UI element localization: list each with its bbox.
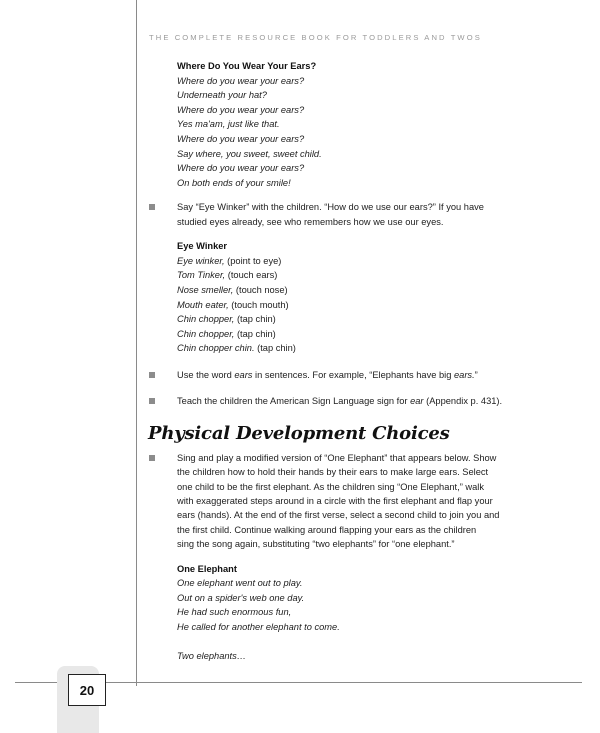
section-heading: Physical Development Choices [148, 422, 450, 444]
poem-line: Underneath your hat? [177, 90, 267, 101]
paragraph-line: Sing and play a modified version of “One Elephant” that appears below. Show [177, 452, 497, 463]
paragraph-line: with exaggerated steps around in a circle with the first elephant and flap your [177, 495, 493, 506]
paragraph-line: the first child. Continue walking around flapping your ears as the children [177, 524, 477, 535]
poem-line: Mouth eater, (touch mouth) [177, 299, 289, 310]
bullet-square-icon [149, 372, 155, 378]
running-header: THE COMPLETE RESOURCE BOOK FOR TODDLERS AND TWOS [149, 33, 482, 42]
paragraph-line: Use the word ears in sentences. For example, “Elephants have big ears.” [177, 369, 478, 380]
paragraph-line: Say “Eye Winker” with the children. “How do we use our ears?” If you have [177, 202, 484, 213]
poem-line: Out on a spider's web one day. [177, 592, 305, 603]
paragraph-line: sing the song again, substituting “two elephants” for “one elephant.” [177, 539, 455, 550]
poem-line: Nose smeller, (touch nose) [177, 284, 288, 295]
poem-line: Eye winker, (point to eye) [177, 255, 282, 266]
poem-line: Tom Tinker, (touch ears) [177, 270, 278, 281]
poem-line: Chin chopper chin. (tap chin) [177, 343, 296, 354]
poem-line: Where do you wear your ears? [177, 104, 305, 115]
bullet-sign-language [148, 394, 576, 408]
poem-line: On both ends of your smile! [177, 177, 291, 188]
paragraph-line: ears (hands). At the end of the first verse, select a second child to join you and [177, 510, 500, 521]
poem-line: Where do you wear your ears? [177, 75, 305, 86]
paragraph-line: Teach the children the American Sign Language sign for ear (Appendix p. 431). [177, 396, 503, 407]
paragraph-line: studied eyes already, see who remembers how we use our eyes. [177, 216, 444, 227]
poem-line: Chin chopper, (tap chin) [177, 328, 276, 339]
bullet-square-icon [149, 455, 155, 461]
paragraph-line: one child to be the first elephant. As the children sing “One Elephant,” walk [177, 481, 484, 492]
page-number: 20 [68, 674, 106, 706]
poem-line: One elephant went out to play. [177, 578, 303, 589]
poem-eye-winker [177, 239, 576, 356]
bullet-use-word-ears [148, 368, 576, 382]
bullet-square-icon [149, 204, 155, 210]
poem-title: Eye Winker [177, 241, 228, 252]
bullet-one-elephant-activity [148, 451, 576, 552]
poem-title: Where Do You Wear Your Ears? [177, 61, 317, 71]
poem-line: Chin chopper, (tap chin) [177, 314, 276, 325]
page-body [148, 59, 576, 663]
paragraph-line: the children how to hold their hands by their ears to make large ears. Select [177, 467, 489, 478]
poem-continuation: Two elephants… [177, 650, 247, 661]
poem-line: Where do you wear your ears? [177, 133, 305, 144]
bullet-eye-winker [148, 200, 576, 229]
poem-where-do-you-wear-your-ears [177, 59, 576, 190]
poem-line: Say where, you sweet, sweet child. [177, 148, 322, 159]
margin-rule-vertical [136, 0, 137, 686]
poem-title: One Elephant [177, 563, 237, 574]
poem-one-elephant [177, 562, 576, 664]
poem-line: He called for another elephant to come. [177, 621, 340, 632]
poem-line: He had such enormous fun, [177, 607, 292, 618]
poem-line: Where do you wear your ears? [177, 163, 305, 174]
poem-line: Yes ma'am, just like that. [177, 119, 280, 130]
bullet-square-icon [149, 398, 155, 404]
